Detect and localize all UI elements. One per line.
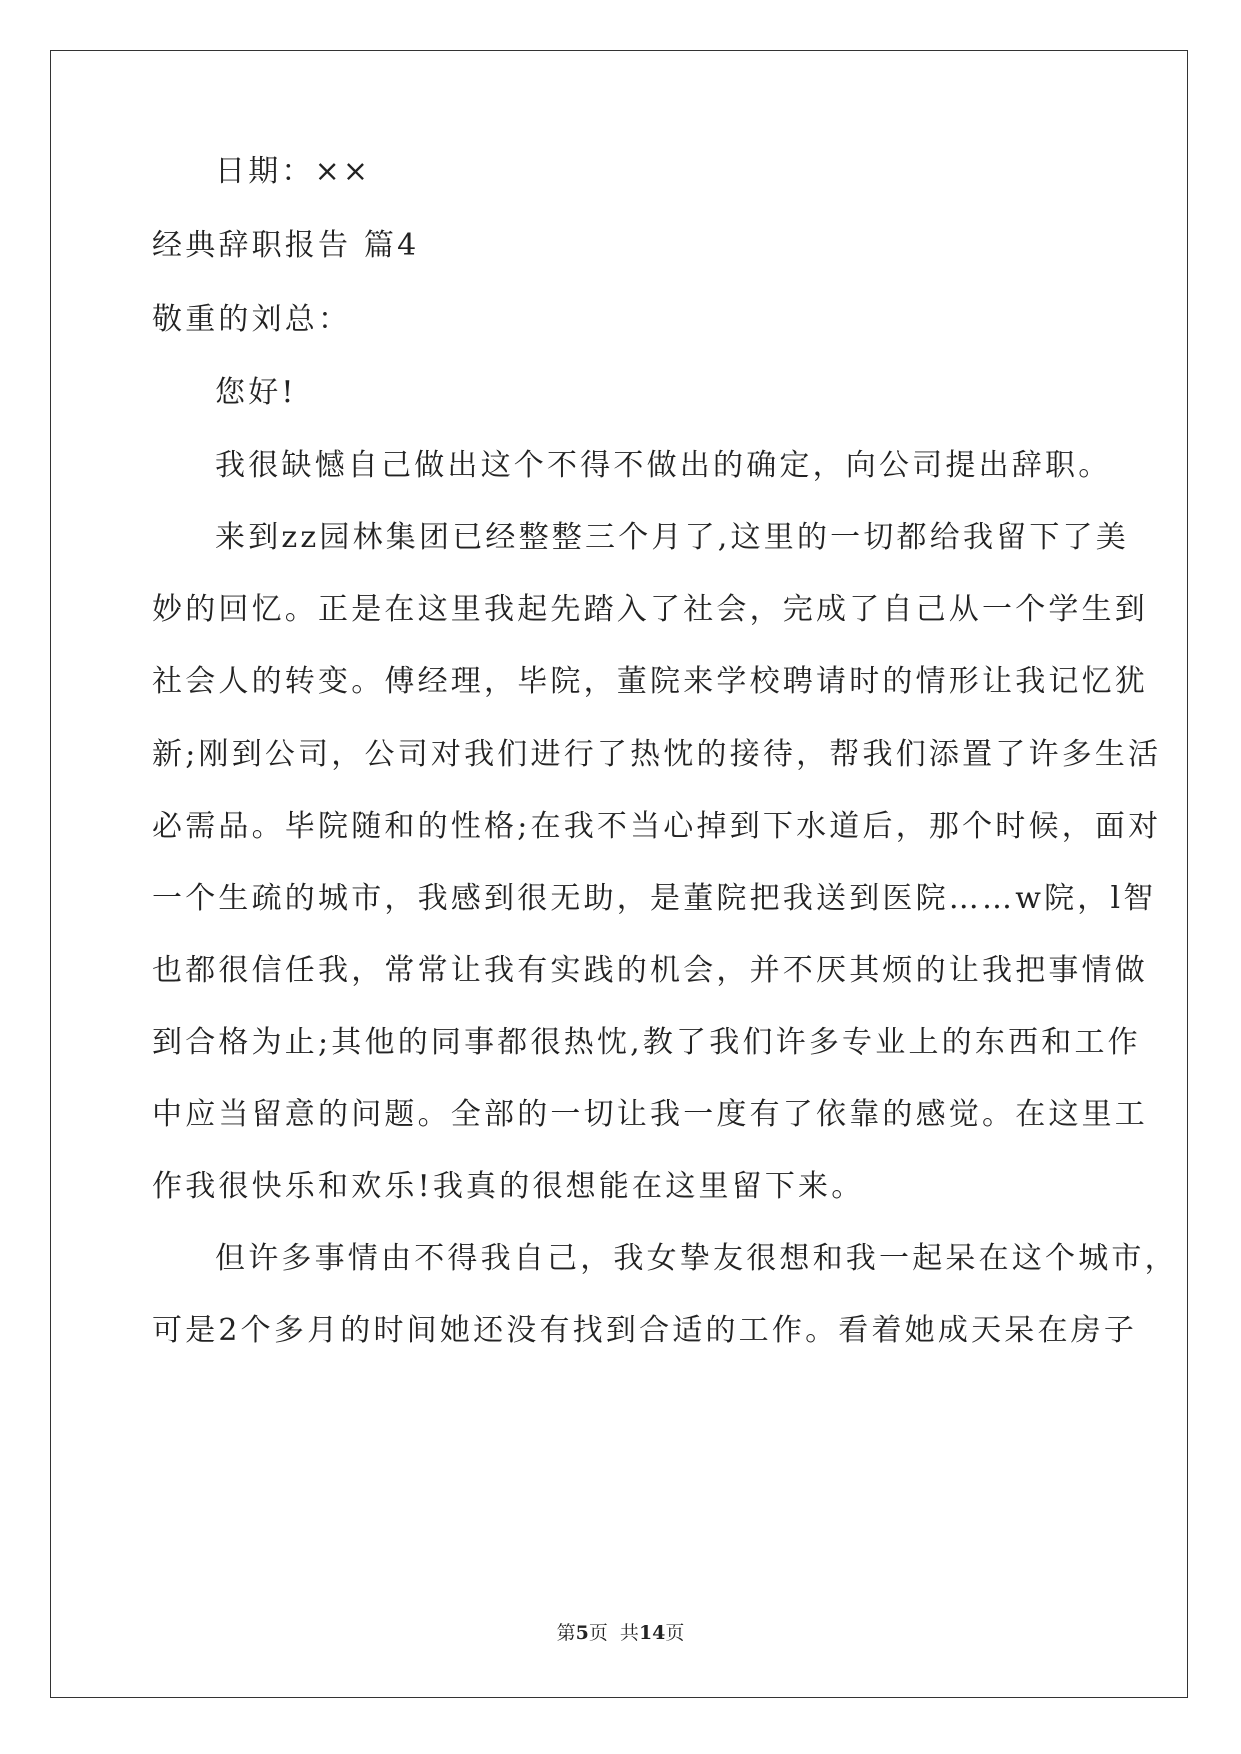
- footer-page-number: 5: [575, 1622, 589, 1644]
- paragraph-line: 来到zz园林集团已经整整三个月了,这里的一切都给我留下了美: [215, 520, 1129, 555]
- paragraph-line: 可是2个多月的时间她还没有找到合适的工作。看着她成天呆在房子: [152, 1313, 1138, 1348]
- page-footer: [0, 1618, 1241, 1645]
- paragraph-line: 我很缺憾自己做出这个不得不做出的确定，向公司提出辞职。: [215, 448, 1112, 483]
- section-title: 经典辞职报告 篇4: [152, 228, 420, 263]
- paragraph-line: 新;刚到公司，公司对我们进行了热忱的接待，帮我们添置了许多生活: [152, 737, 1162, 772]
- greeting: 您好!: [215, 375, 297, 410]
- paragraph-line: 中应当留意的问题。全部的一切让我一度有了依靠的感觉。在这里工: [152, 1097, 1148, 1132]
- footer-suffix: 页: [665, 1622, 685, 1644]
- paragraph-line: 也都很信任我，常常让我有实践的机会，并不厌其烦的让我把事情做: [152, 953, 1148, 988]
- paragraph-line: 妙的回忆。正是在这里我起先踏入了社会，完成了自己从一个学生到: [152, 592, 1148, 627]
- paragraph-line: 必需品。毕院随和的性格;在我不当心掉到下水道后，那个时候，面对: [152, 809, 1162, 844]
- footer-mid: 页 共: [588, 1622, 639, 1644]
- date-line: 日期：××: [215, 154, 372, 189]
- salutation: 敬重的刘总：: [152, 302, 352, 337]
- paragraph-line: 作我很快乐和欢乐!我真的很想能在这里留下来。: [152, 1169, 865, 1204]
- paragraph-line: 到合格为止;其他的同事都很热忱,教了我们许多专业上的东西和工作: [152, 1025, 1141, 1060]
- footer-total-pages: 14: [638, 1622, 666, 1644]
- paragraph-line: 一个生疏的城市，我感到很无助，是董院把我送到医院……w院，l智: [152, 881, 1157, 916]
- footer-prefix: 第: [556, 1622, 576, 1644]
- page-border: [50, 50, 1188, 1698]
- paragraph-line: 社会人的转变。傅经理，毕院，董院来学校聘请时的情形让我记忆犹: [152, 664, 1148, 699]
- paragraph-line: 但许多事情由不得我自己，我女挚友很想和我一起呆在这个城市，: [215, 1241, 1178, 1276]
